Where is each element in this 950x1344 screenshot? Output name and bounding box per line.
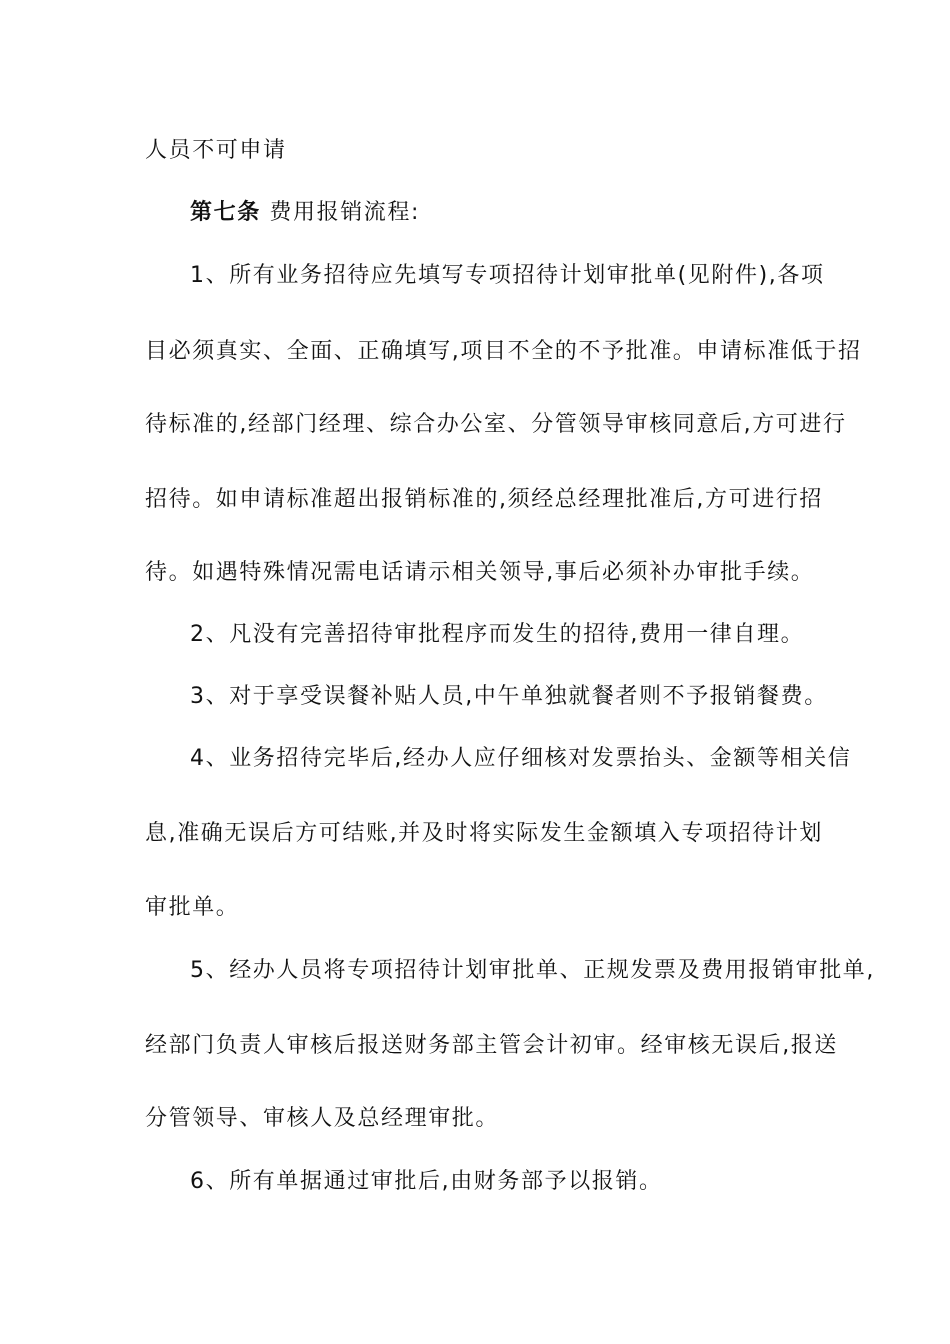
line-text: 6、所有单据通过审批后,由财务部予以报销。 bbox=[190, 1169, 663, 1194]
text-line bbox=[0, 1031, 950, 1061]
line-text: 息,准确无误后方可结账,并及时将实际发生金额填入专项招待计划 bbox=[145, 821, 823, 846]
line-text: 3、对于享受误餐补贴人员,中午单独就餐者则不予报销餐费。 bbox=[190, 684, 828, 709]
line-text: 4、业务招待完毕后,经办人应仔细核对发票抬头、金额等相关信 bbox=[190, 746, 852, 771]
line-text: 目必须真实、全面、正确填写,项目不全的不予批准。申请标准低于招 bbox=[145, 339, 862, 364]
article-number: 第七条 bbox=[190, 200, 261, 225]
line-text: 审批单。 bbox=[145, 895, 240, 920]
text-line bbox=[0, 893, 950, 923]
text-line bbox=[0, 261, 950, 291]
text-line bbox=[0, 337, 950, 367]
line-text: 2、凡没有完善招待审批程序而发生的招待,费用一律自理。 bbox=[190, 622, 805, 647]
text-line bbox=[0, 682, 950, 712]
line-text: 人员不可申请 bbox=[145, 138, 287, 163]
line-text: 待标准的,经部门经理、综合办公室、分管领导审核同意后,方可进行 bbox=[145, 412, 847, 437]
text-line bbox=[0, 558, 950, 588]
text-line bbox=[0, 620, 950, 650]
text-line bbox=[0, 136, 950, 166]
line-text: 经部门负责人审核后报送财务部主管会计初审。经审核无误后,报送 bbox=[145, 1033, 838, 1058]
text-line bbox=[0, 1167, 950, 1197]
line-text: 1、所有业务招待应先填写专项招待计划审批单(见附件),各项 bbox=[190, 263, 825, 288]
text-line bbox=[0, 485, 950, 515]
article-title: 费用报销流程: bbox=[269, 200, 421, 225]
text-line bbox=[0, 956, 950, 986]
line-text: 5、经办人员将专项招待计划审批单、正规发票及费用报销审批单, bbox=[190, 958, 875, 983]
line-text: 招待。如申请标准超出报销标准的,须经总经理批准后,方可进行招 bbox=[145, 487, 823, 512]
text-line bbox=[0, 819, 950, 849]
line-text: 待。如遇特殊情况需电话请示相关领导,事后必须补办审批手续。 bbox=[145, 560, 815, 585]
text-line bbox=[0, 744, 950, 774]
line-text: 分管领导、审核人及总经理审批。 bbox=[145, 1106, 500, 1131]
text-line bbox=[0, 410, 950, 440]
article-heading bbox=[0, 198, 950, 228]
text-line bbox=[0, 1104, 950, 1134]
